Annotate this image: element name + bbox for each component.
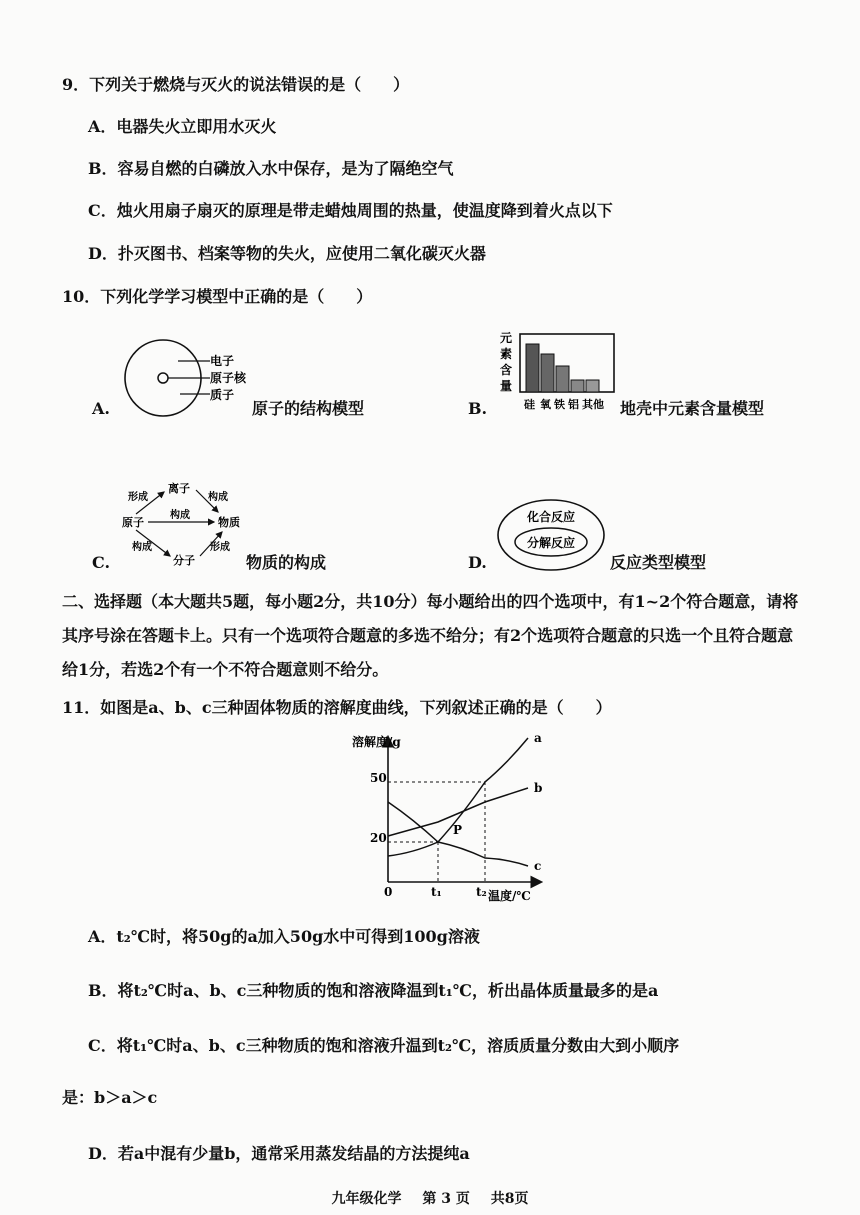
page-footer <box>0 1188 860 1208</box>
matter-composition-figure <box>118 480 248 570</box>
q10-option-b-letter[interactable]: B. <box>468 399 488 418</box>
q11-option-b[interactable]: B．将t₂℃时a、b、c三种物质的饱和溶液降温到t₁℃，析出晶体质量最多的是a <box>88 981 659 1000</box>
atom-label-nucleus: 原子核 <box>210 371 247 385</box>
x-axis-label: 温度/℃ <box>488 889 531 903</box>
bar-ylabel-3: 含 <box>500 363 513 377</box>
node-matter: 物质 <box>218 516 240 529</box>
q10-option-a-caption: 原子的结构模型 <box>252 399 365 418</box>
footer-subject: 九年级化学 <box>331 1191 402 1207</box>
bar-other <box>586 380 599 392</box>
q10-option-b-caption: 地壳中元素含量模型 <box>620 399 765 418</box>
q10-option-a-letter[interactable]: A. <box>92 399 110 418</box>
node-ion: 离子 <box>168 482 190 495</box>
q10-option-c-caption: 物质的构成 <box>246 553 327 572</box>
curve-label-b: b <box>534 781 543 795</box>
q9-stem: 9．下列关于燃烧与灭火的说法错误的是（ ） <box>62 75 410 94</box>
element-content-figure <box>498 328 620 412</box>
bar-xlabel-fe: 铁 <box>554 398 565 411</box>
q10-option-d-caption: 反应类型模型 <box>610 553 707 572</box>
edge-form-2: 形成 <box>210 542 230 553</box>
bar-iron <box>556 366 569 392</box>
section2-instructions: 二、选择题（本大题共5题，每小题2分，共10分）每小题给出的四个选项中，有1~2个符合题意，请将其序号涂在答题卡上。只有一个选项符合题意的多选不给分；有2个选项符合题意的只选一个且符合题意给1分，若选2个有一个不符合题意则不给分。 <box>62 592 799 679</box>
x-tick-0: 0 <box>384 885 393 899</box>
atom-nucleus-circle <box>158 373 168 383</box>
atom-label-electron: 电子 <box>210 354 235 368</box>
node-molecule: 分子 <box>173 554 195 567</box>
reaction-type-figure <box>496 498 606 576</box>
node-atom: 原子 <box>122 516 144 529</box>
bar-oxygen <box>541 354 554 392</box>
y-axis-label: 溶解度/g <box>352 735 401 749</box>
bar-aluminum <box>571 380 584 392</box>
q10-option-d-letter[interactable]: D. <box>468 553 487 572</box>
footer-page-number: 第 3 页 <box>422 1191 470 1207</box>
y-tick-20: 20 <box>370 831 387 845</box>
y-tick-50: 50 <box>370 771 387 785</box>
bar-ylabel-4: 量 <box>500 379 513 393</box>
q9-option-a[interactable]: A．电器失火立即用水灭火 <box>88 117 277 136</box>
bar-xlabel-si: 硅 <box>524 398 535 411</box>
inner-label: 分解反应 <box>526 536 576 550</box>
q9-option-d[interactable]: D．扑灭图书、档案等物的失火，应使用二氧化碳灭火器 <box>88 244 486 263</box>
q11-option-c-continued: 是：b＞a＞c <box>62 1088 158 1107</box>
q11-stem: 11．如图是a、b、c三种固体物质的溶解度曲线，下列叙述正确的是（ ） <box>62 698 612 717</box>
bar-xlabel-other: 其他 <box>582 398 604 411</box>
curve-label-c: c <box>534 859 542 873</box>
q11-option-c[interactable]: C．将t₁℃时a、b、c三种物质的饱和溶液升温到t₂℃，溶质质量分数由大到小顺序 <box>88 1036 680 1055</box>
bar-xlabel-al: 铝 <box>568 398 579 411</box>
edge-build-2: 构成 <box>170 510 190 521</box>
q10-stem: 10．下列化学学习模型中正确的是（ ） <box>62 287 373 306</box>
atom-label-proton: 质子 <box>210 388 235 402</box>
edge-build-1: 构成 <box>208 492 228 503</box>
outer-label: 化合反应 <box>526 510 576 524</box>
x-tick-t2: t₂ <box>476 885 487 899</box>
intersection-label-p: P <box>453 823 463 837</box>
solubility-chart <box>348 732 563 904</box>
bar-ylabel-1: 元 <box>500 331 513 345</box>
q9-option-b[interactable]: B．容易自燃的白磷放入水中保存，是为了隔绝空气 <box>88 159 454 178</box>
atom-model-figure <box>118 338 268 428</box>
bar-xlabel-o: 氧 <box>540 398 551 411</box>
bar-ylabel-2: 素 <box>500 347 513 361</box>
edge-build-3: 构成 <box>132 542 152 553</box>
q11-option-d[interactable]: D．若a中混有少量b，通常采用蒸发结晶的方法提纯a <box>88 1144 470 1163</box>
edge-form-1: 形成 <box>128 492 148 503</box>
x-tick-t1: t₁ <box>431 885 442 899</box>
curve-label-a: a <box>534 732 542 745</box>
footer-total-pages: 共8页 <box>490 1191 529 1207</box>
q9-option-c[interactable]: C．烛火用扇子扇灭的原理是带走蜡烛周围的热量，使温度降到着火点以下 <box>88 201 613 220</box>
q10-option-c-letter[interactable]: C. <box>92 553 111 572</box>
q11-option-a[interactable]: A．t₂℃时，将50g的a加入50g水中可得到100g溶液 <box>88 927 480 946</box>
bar-silicon <box>526 344 539 392</box>
curve-a <box>388 738 528 856</box>
